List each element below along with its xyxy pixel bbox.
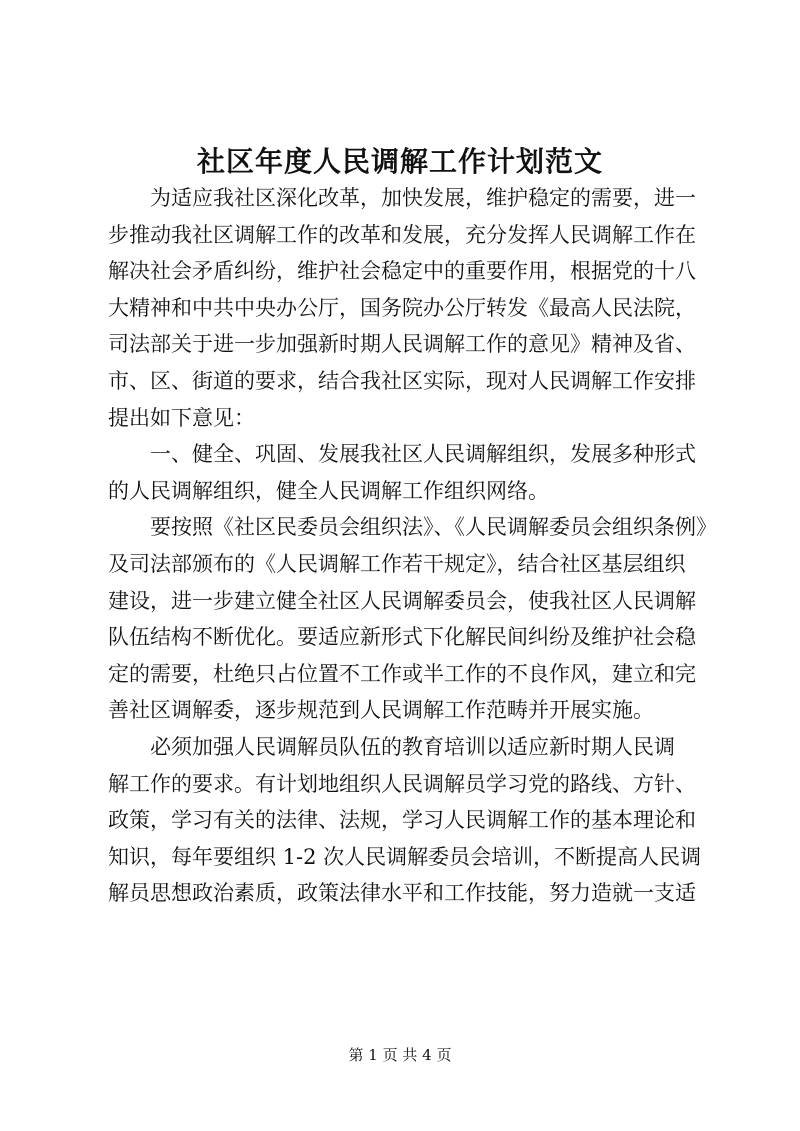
text-line: 及司法部颁布的《人民调解工作若干规定》，结合社区基层组织 (108, 551, 686, 576)
text-line: 队伍结构不断优化。要适应新形式下化解民间纠纷及维护社会稳 (108, 625, 696, 650)
text-line: 解工作的要求。有计划地组织人民调解员学习党的路线、方针、 (108, 771, 696, 796)
paragraph (108, 729, 720, 912)
text-line: 建设，进一步建立健全社区人民调解委员会，使我社区人民调解 (108, 588, 696, 613)
text-line: 为适应我社区深化改革，加快发展，维护稳定的需要，进一 (150, 186, 696, 210)
text-line: 的人民调解组织，健全人民调解工作组织网络。 (108, 478, 549, 503)
paragraph (108, 436, 720, 509)
document-title: 社区年度人民调解工作计划范文 (196, 145, 603, 178)
document-body (108, 180, 720, 912)
text-line: 司法部关于进一步加强新时期人民调解工作的意见》精神及省、 (108, 332, 696, 357)
text-line: 善社区调解委，逐步规范到人民调解工作范畴并开展实施。 (108, 698, 654, 723)
page-footer: 第 1 页 共 4 页 (348, 1046, 452, 1064)
text-line: 解员思想政治素质，政策法律水平和工作技能，努力造就一支适 (108, 881, 696, 906)
text-line: 知识，每年要组织 1-2 次人民调解委员会培训，不断提高人民调 (108, 844, 702, 869)
paragraph (108, 509, 720, 729)
text-line: 市、区、街道的要求，结合我社区实际，现对人民调解工作安排 (108, 368, 696, 393)
paragraph (108, 180, 720, 436)
text-line: 提出如下意见： (108, 405, 255, 430)
text-line: 步推动我社区调解工作的改革和发展，充分发挥人民调解工作在 (108, 222, 696, 247)
text-line: 要按照《社区民委员会组织法》、《人民调解委员会组织条例》 (150, 515, 717, 540)
text-line: 一、健全、巩固、发展我社区人民调解组织，发展多种形式 (150, 442, 696, 467)
text-line: 解决社会矛盾纠纷，维护社会稳定中的重要作用，根据党的十八 (108, 259, 696, 284)
text-line: 定的需要，杜绝只占位置不工作或半工作的不良作风，建立和完 (108, 661, 696, 686)
text-line: 政策，学习有关的法律、法规，学习人民调解工作的基本理论和 (108, 808, 696, 833)
text-line: 必须加强人民调解员队伍的教育培训以适应新时期人民调 (150, 734, 675, 759)
text-line: 大精神和中共中央办公厅，国务院办公厅转发《最高人民法院， (108, 295, 696, 320)
